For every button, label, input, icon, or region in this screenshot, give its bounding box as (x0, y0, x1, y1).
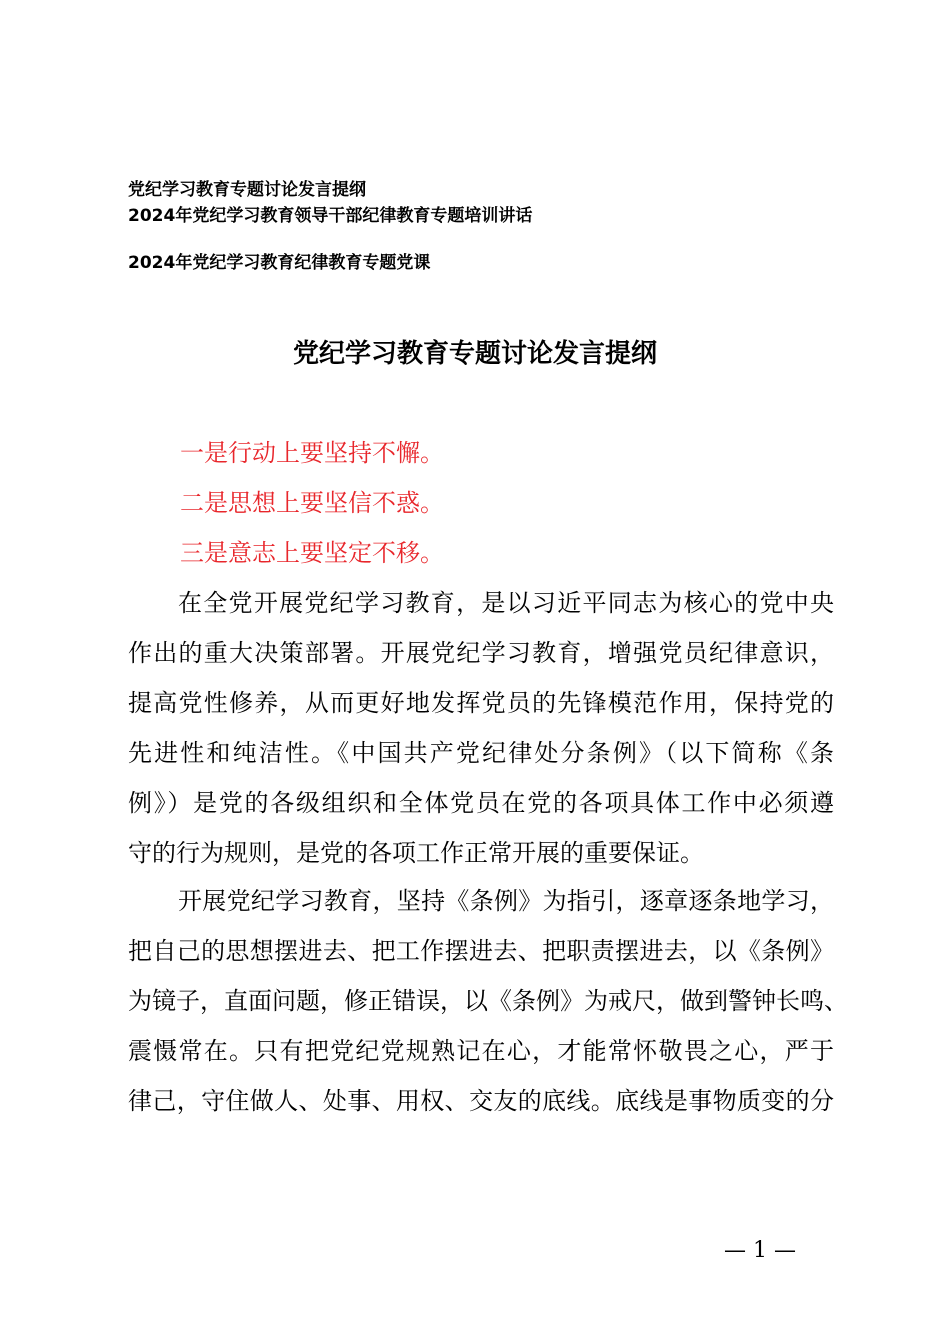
key-point-1: 一是行动上要坚持不懈。 (180, 439, 444, 467)
document-title: 党纪学习教育专题讨论发言提纲 (292, 339, 657, 369)
toc-link-discussion-outline[interactable]: 党纪学习教育专题讨论发言提纲 (128, 180, 366, 200)
paragraph-line: 守的行为规则，是党的各项工作正常开展的重要保证。 (128, 839, 704, 867)
key-point-3: 三是意志上要坚定不移。 (180, 539, 444, 567)
page-number: — 1 — (724, 1238, 796, 1263)
paragraph-line: 律己，守住做人、处事、用权、交友的底线。底线是事物质变的分 (128, 1087, 834, 1115)
toc-link-party-lecture[interactable]: 2024年党纪学习教育纪律教育专题党课 (128, 253, 431, 273)
paragraph-line: 先进性和纯洁性。《中国共产党纪律处分条例》（以下简称《条 (128, 739, 834, 767)
toc-link-cadre-training-speech[interactable]: 2024年党纪学习教育领导干部纪律教育专题培训讲话 (128, 206, 533, 226)
paragraph-line: 提高党性修养，从而更好地发挥党员的先锋模范作用，保持党的 (128, 689, 834, 717)
paragraph-line: 把自己的思想摆进去、把工作摆进去、把职责摆进去，以《条例》 (128, 937, 834, 965)
paragraph-line: 在全党开展党纪学习教育，是以习近平同志为核心的党中央 (178, 589, 834, 617)
paragraph-line: 震慑常在。只有把党纪党规熟记在心，才能常怀敬畏之心，严于 (128, 1037, 834, 1065)
paragraph-line: 作出的重大决策部署。开展党纪学习教育，增强党员纪律意识， (128, 639, 834, 667)
key-point-2: 二是思想上要坚信不惑。 (180, 489, 444, 517)
paragraph-line: 例》）是党的各级组织和全体党员在党的各项具体工作中必须遵 (128, 789, 834, 817)
body-paragraph-2 (128, 876, 848, 1126)
paragraph-line: 开展党纪学习教育，坚持《条例》为指引，逐章逐条地学习， (178, 887, 834, 915)
body-paragraph-1 (128, 578, 834, 878)
paragraph-line: 为镜子，直面问题，修正错误，以《条例》为戒尺，做到警钟长鸣、 (128, 987, 848, 1015)
